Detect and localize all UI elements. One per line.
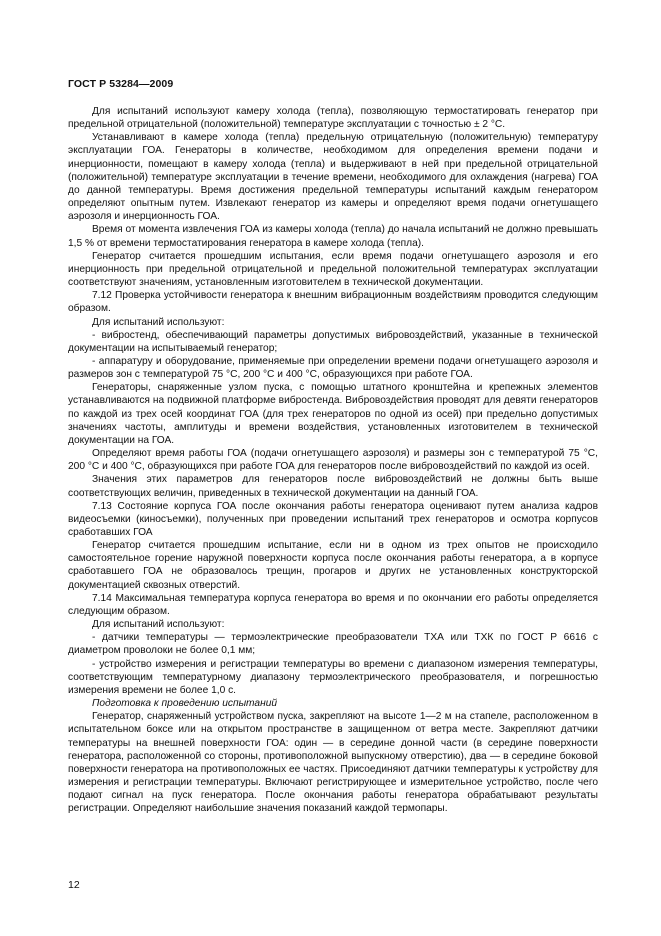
list-item: - датчики температуры — термоэлектрические преобразователи ТХА или ТХК по ГОСТ Р 6616 с диаметром проволоки не более 0,1 мм; xyxy=(68,632,598,657)
section-7-14-paragraph: 7.14 Максимальная температура корпуса генератора во время и по окончании его работы определяется следующим образом. xyxy=(68,592,598,617)
document-header: ГОСТ Р 53284—2009 xyxy=(68,78,174,90)
paragraph: Генератор считается прошедшим испытание, если ни в одном из трех опытов не происходило самостоятельное горение наружной поверхности корпуса после окончания работы генератора, а в корпусе сработавшего ГОА не образовалось трещин, прогаров и других не установленных конструкторской документацией сквозных отверстий. xyxy=(68,540,598,591)
paragraph: Значения этих параметров для генераторов после вибровоздействий не должны быть выше соответствующих величин, приведенных в технической документации на данный ГОА. xyxy=(68,474,598,499)
paragraph: Для испытаний используют: xyxy=(92,316,225,328)
paragraph: Определяют время работы ГОА (подачи огнетушащего аэрозоля) и размеры зон с температурой 75 °С, 200 °С и 400 °С, образующихся при работе ГОА для генераторов после вибровоздействий по каждой из осей. xyxy=(68,448,598,473)
paragraph: Генератор, снаряженный устройством пуска, закрепляют на высоте 1—2 м на стапеле, расположенном в испытательном боксе или на открытом пространстве в защищенном от ветра месте. Закрепляют датчики температуры на внешней поверхности ГОА: один — в середине донной части (в середине поверхности генератора, расположенной со стороны, противоположной выпускному отверстию), два — в середине боковой поверхности генератора на противоположных ее частях. Присоединяют датчики температуры к устройству для измерения и регистрации температуры. Включают регистрирующее и измерительное устройство, после чего подают сигнал на пуск генератора. После окончания работы генератора обрабатывают результаты регистрации. Определяют наибольшие значения показаний каждой термопары. xyxy=(68,711,598,815)
list-item: - аппаратуру и оборудование, применяемые при определении времени подачи огнетушащего аэрозоля и размеров зон с температурой 75 °С, 200 °С и 400 °С, образующихся при работе ГОА. xyxy=(68,355,598,381)
paragraph: Для испытаний используют: xyxy=(92,619,225,631)
subsection-heading: Подготовка к проведению испытаний xyxy=(92,698,278,710)
section-7-13-paragraph: 7.13 Состояние корпуса ГОА после окончания работы генератора оценивают путем анализа кадров видеосъемки (киносъемки), полученных при проведении испытаний трех генераторов и осмотра корпусов сработавших ГОА xyxy=(68,500,598,538)
page-number: 12 xyxy=(68,879,80,891)
paragraph: Время от момента извлечения ГОА из камеры холода (тепла) до начала испытаний не должно превышать 1,5 % от времени термостатирования генератора в камере холода (тепла). xyxy=(68,224,598,249)
list-item: - устройство измерения и регистрации температуры во времени с диапазоном измерения температуры, соответствующим температурному диапазону термоэлектрического преобразователя, и погрешностью измерения времени не более 1,0 с. xyxy=(68,658,598,696)
paragraph: Для испытаний используют камеру холода (тепла), позволяющую термостатировать генератор при предельной отрицательной (положительной) температуре эксплуатации с точностью ± 2 °С. xyxy=(68,106,598,131)
document-body xyxy=(68,105,598,815)
paragraph: Генераторы, снаряженные узлом пуска, с помощью штатного кронштейна и крепежных элементов устанавливаются на подвижной платформе вибростенда. Вибровоздействия проводят для девяти генераторов по каждой из трех осей координат ГОА (для трех генераторов по одной из осей) при предельно допустимых значениях частоты, амплитуды и времени воздействия, установленных изготовителем в технической документации на ГОА. xyxy=(68,382,598,446)
paragraph: Генератор считается прошедшим испытания, если время подачи огнетушащего аэрозоля и его инерционность при предельной отрицательной и предельной положительной температурах эксплуатации соответствуют значениям, установленным изготовителем в технической документации. xyxy=(68,250,598,289)
list-item: - вибростенд, обеспечивающий параметры допустимых вибровоздействий, указанные в технической документации на испытываемый генератор; xyxy=(68,329,598,354)
section-7-12-paragraph: 7.12 Проверка устойчивости генератора к внешним вибрационным воздействиям проводится следующим образом. xyxy=(68,290,598,315)
paragraph: Устанавливают в камере холода (тепла) предельную отрицательную (положительную) температуру эксплуатации ГОА. Генераторы в количестве, необходимом для определения времени подачи и инерционности, помещают в камеру холода (тепла) и выдерживают в ней при предельной отрицательной (положительной) температуре эксплуатации в течение времени, необходимого для охлаждения (нагрева) ГОА до данной температуры. Время достижения предельной температуры испытаний каждым генератором определяют опытным путем. Извлекают генератор из камеры и определяют время подачи огнетушащего аэрозоля и инерционность ГОА. xyxy=(68,132,598,223)
